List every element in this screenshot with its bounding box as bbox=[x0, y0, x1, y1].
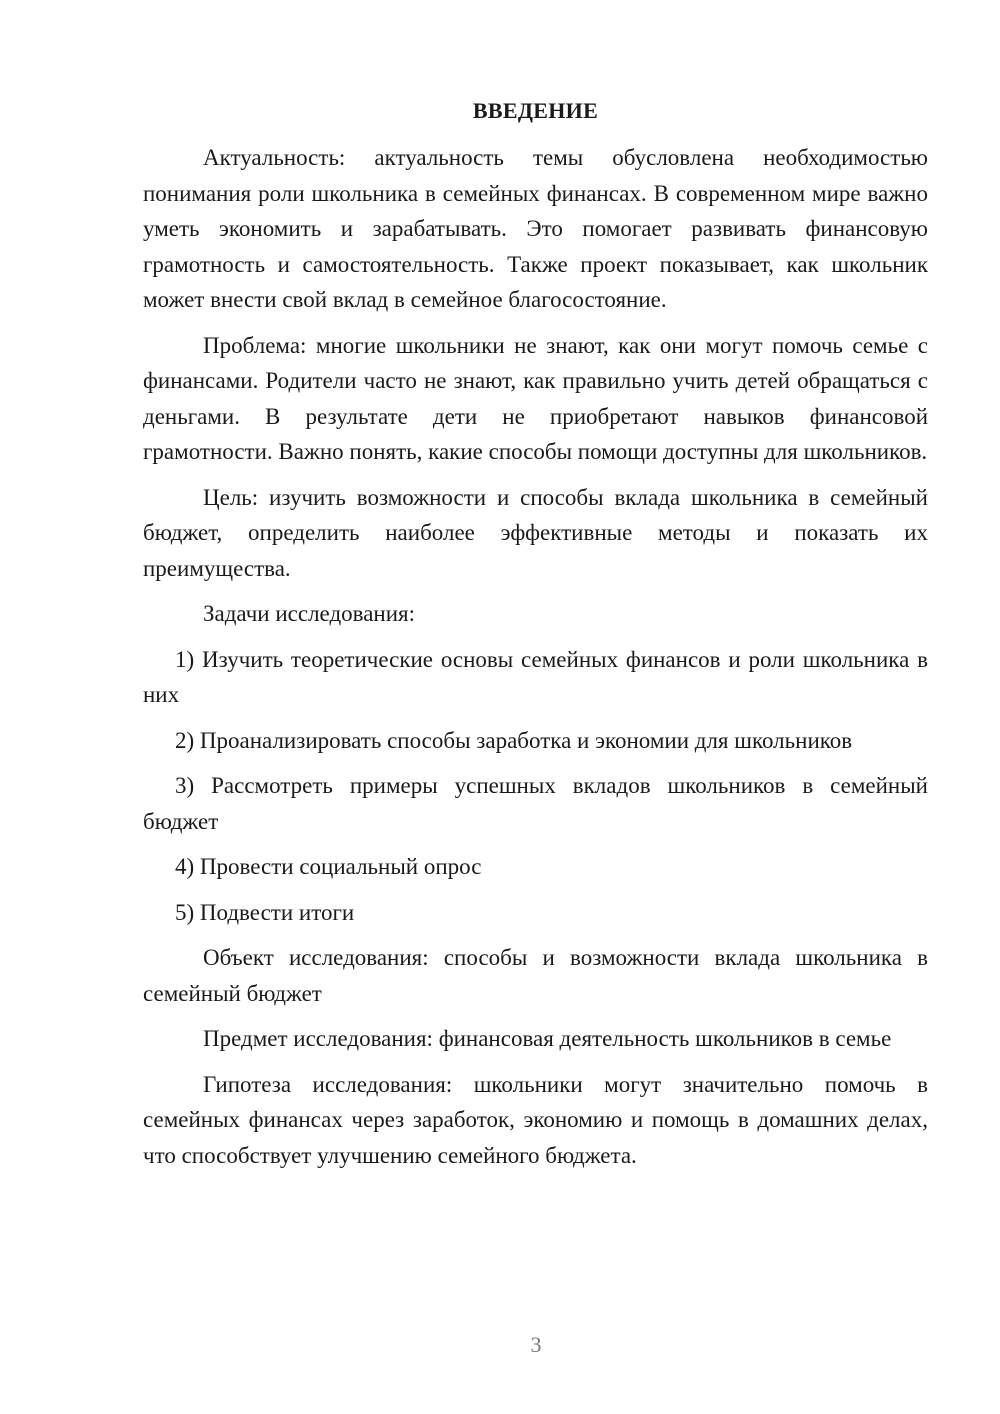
page-number: 3 bbox=[530, 1332, 542, 1357]
paragraph-problem: Проблема: многие школьники не знают, как они могут помочь семье с финансами. Родители часто не знают, как правильно учить детей обращаться с деньгами. В результате дети не приобретают навыков финансовой грамотности. Важно понять, какие способы помощи доступны для школьников. bbox=[143, 332, 928, 464]
document-body bbox=[143, 96, 928, 1183]
task-item-2: 2) Проанализировать способы заработка и экономии для школьников bbox=[175, 727, 853, 753]
paragraph-subject: Предмет исследования: финансовая деятельность школьников в семье bbox=[203, 1026, 892, 1051]
section-title: ВВЕДЕНИЕ bbox=[472, 98, 599, 123]
task-item-3: 3) Рассмотреть примеры успешных вкладов школьников в семейный бюджет bbox=[143, 773, 928, 834]
paragraph-tasks-heading: Задачи исследования: bbox=[203, 601, 416, 626]
paragraph-hypothesis: Гипотеза исследования: школьники могут значительно помочь в семейных финансах через заработок, экономию и помощь в домашних делах, что способствует улучшению семейного бюджета. bbox=[143, 1071, 928, 1168]
task-item-4: 4) Провести социальный опрос bbox=[175, 854, 482, 879]
paragraph-relevance: Актуальность: актуальность темы обусловлена необходимостью понимания роли школьника в семейных финансах. В современном мире важно уметь экономить и зарабатывать. Это помогает развивать финансовую грамотность и самостоятельность. Также проект показывает, как школьник может внести свой вклад в семейное благосостояние. bbox=[143, 145, 928, 312]
paragraph-goal: Цель: изучить возможности и способы вклада школьника в семейный бюджет, определить наиболее эффективные методы и показать их преимущества. bbox=[143, 484, 928, 581]
task-item-5: 5) Подвести итоги bbox=[175, 899, 355, 925]
task-item-1: 1) Изучить теоретические основы семейных финансов и роли школьника в них bbox=[143, 646, 928, 707]
paragraph-object: Объект исследования: способы и возможности вклада школьника в семейный бюджет bbox=[143, 945, 928, 1006]
